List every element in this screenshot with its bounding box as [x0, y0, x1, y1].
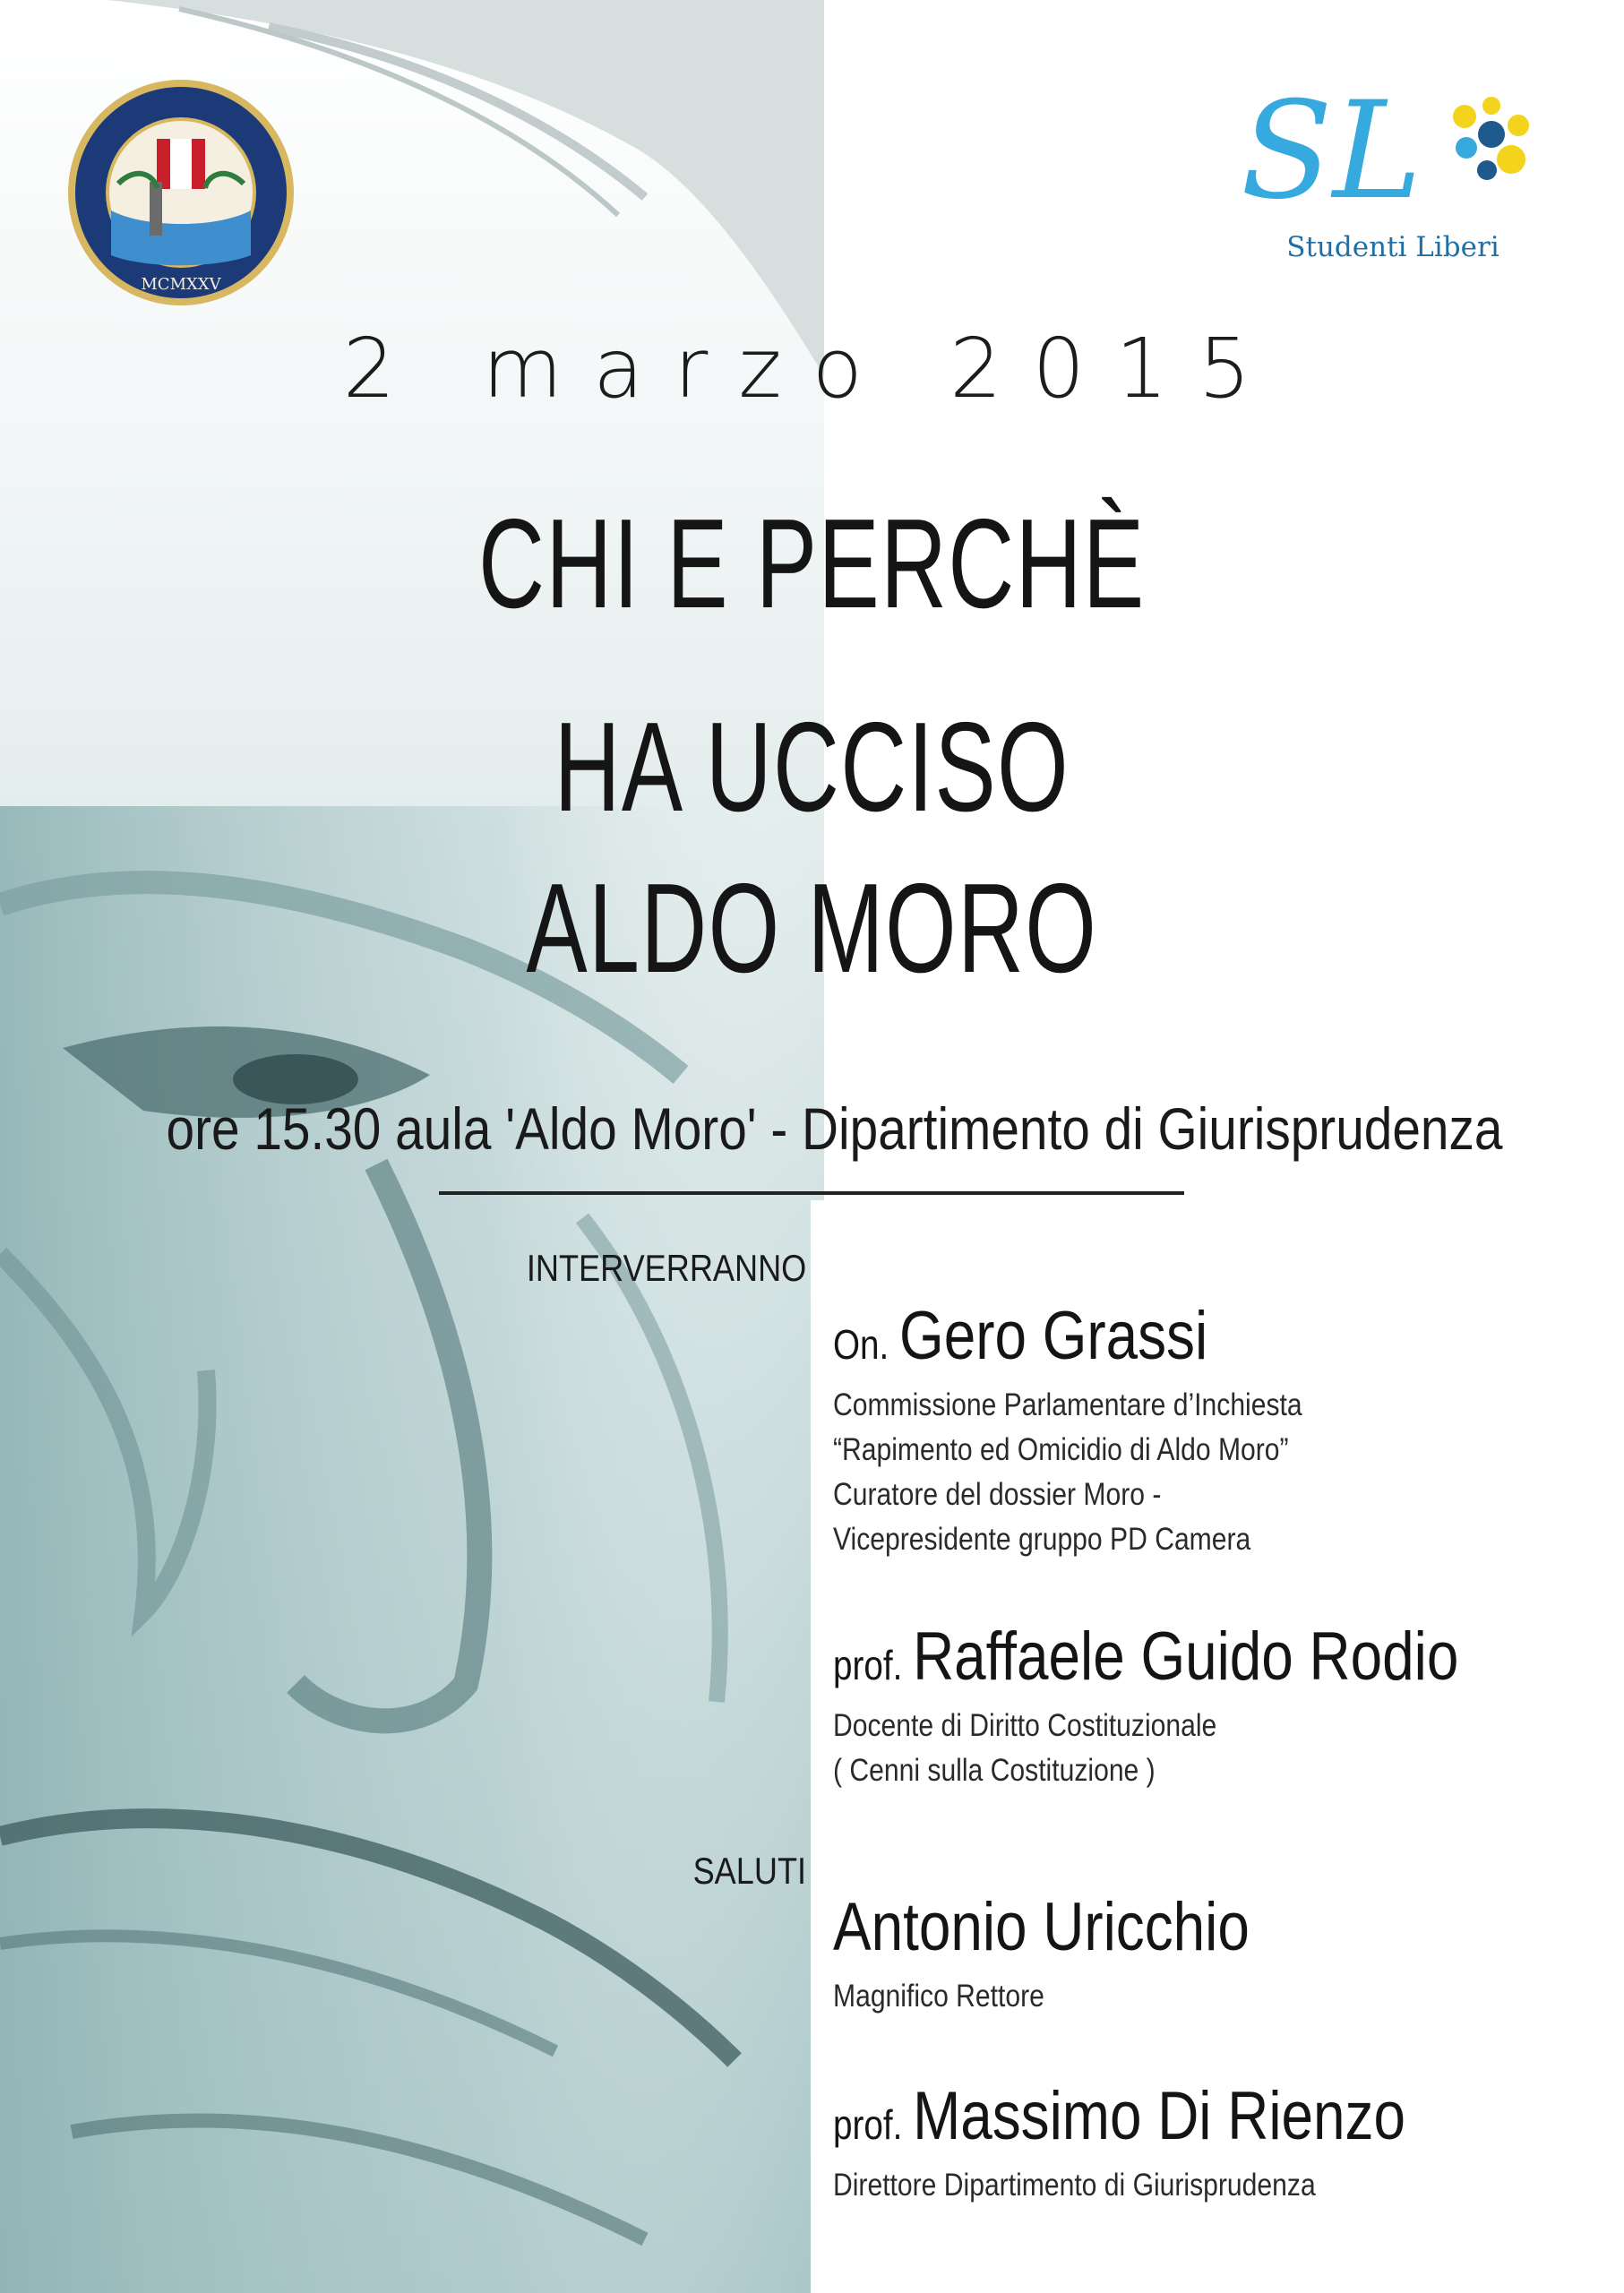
title-line-1: CHI E PERCHÈ [478, 493, 1146, 635]
speaker-prefix: prof. [833, 1642, 903, 1688]
speaker-antonio-uricchio [833, 1889, 1328, 2019]
title-line-3: ALDO MORO [526, 857, 1098, 1000]
speaker-name: Antonio Uricchio [833, 1889, 1250, 1965]
svg-text:SL: SL [1241, 73, 1422, 229]
speaker-name-line [833, 1889, 1250, 1965]
speaker-desc-line: Vicepresidente gruppo PD Camera [833, 1521, 1251, 1557]
speaker-prefix: On. [833, 1321, 889, 1368]
speaker-name: Gero Grassi [899, 1298, 1208, 1374]
speaker-name: Massimo Di Rienzo [913, 2078, 1405, 2154]
speaker-desc-line: Commissione Parlamentare d’Inchiesta [833, 1387, 1302, 1422]
interventions-label: INTERVERRANNO [526, 1247, 806, 1289]
speaker-gero-grassi [833, 1298, 1379, 1562]
speaker-description [833, 2163, 1419, 2208]
speaker-desc-line: ( Cenni sulla Costituzione ) [833, 1752, 1156, 1788]
event-time-venue: ore 15.30 aula 'Aldo Moro' - Dipartimento di Giurisprudenza [166, 1095, 1503, 1162]
speaker-name-line [833, 1621, 1458, 1693]
speaker-name-line [833, 1298, 1291, 1374]
speaker-desc-line: “Rapimento ed Omicidio di Aldo Moro” [833, 1431, 1289, 1467]
event-date: 2 marzo 2015 [342, 321, 1282, 417]
speaker-raffaele-guido-rodio [833, 1621, 1577, 1793]
speaker-prefix: prof. [833, 2101, 903, 2148]
organizer-name: Studenti Liberi [1286, 231, 1499, 263]
speaker-massimo-di-rienzo [833, 2078, 1515, 2208]
speaker-name: Raffaele Guido Rodio [913, 1619, 1459, 1695]
speaker-description [833, 1383, 1302, 1562]
divider-rule [439, 1191, 1184, 1195]
svg-text:MCMXXV: MCMXXV [141, 275, 221, 294]
speaker-desc-line: Magnifico Rettore [833, 1978, 1044, 2014]
greetings-label: SALUTI [692, 1850, 806, 1892]
speaker-desc-line: Curatore del dossier Moro - [833, 1476, 1162, 1512]
speaker-name-line [833, 2078, 1405, 2154]
speaker-desc-line: Direttore Dipartimento di Giurisprudenza [833, 2167, 1316, 2203]
speaker-desc-line: Docente di Diritto Costituzionale [833, 1707, 1217, 1743]
speaker-description [833, 1974, 1259, 2019]
title-line-2: HA UCCISO [554, 696, 1070, 838]
university-seal-logo [64, 76, 297, 309]
speaker-description [833, 1704, 1474, 1793]
